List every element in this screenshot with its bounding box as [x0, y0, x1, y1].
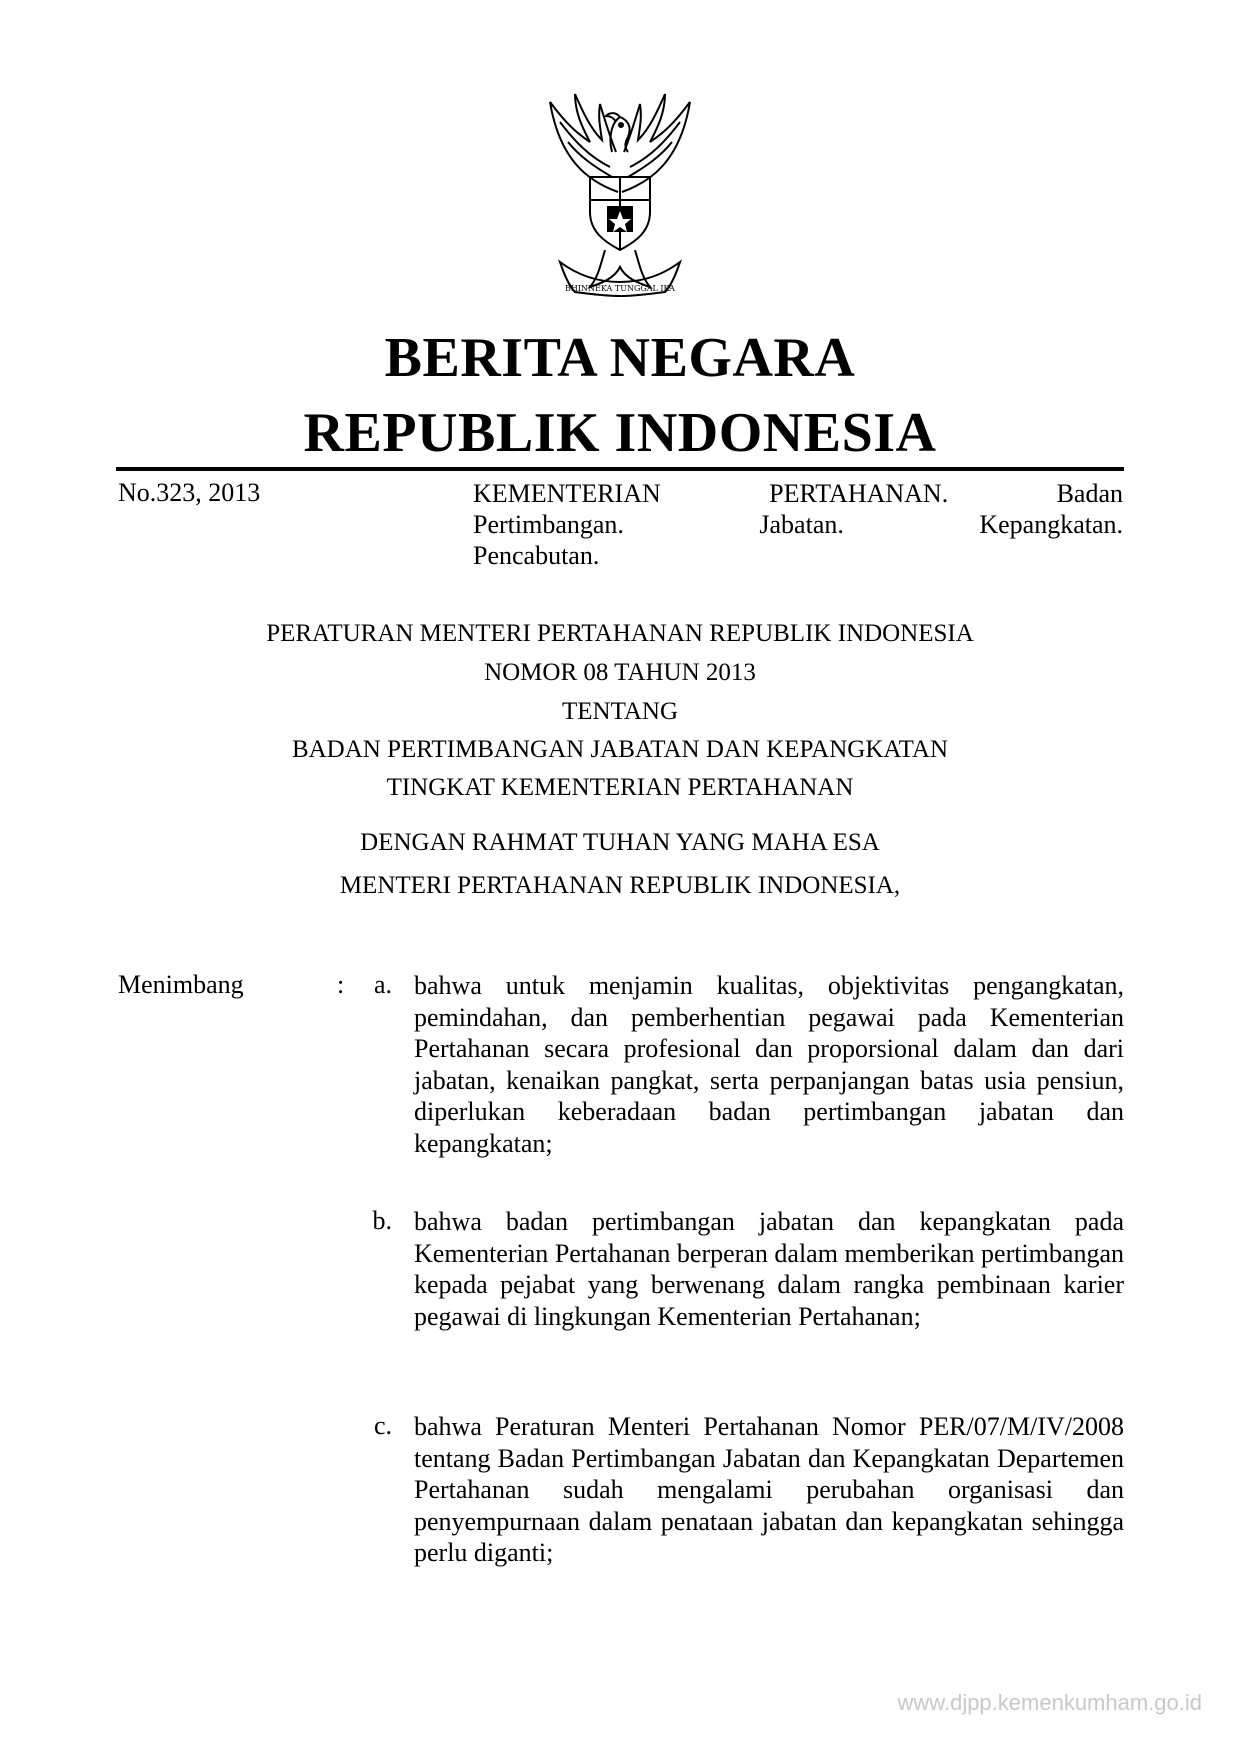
- masthead-subtitle: REPUBLIK INDONESIA: [303, 402, 937, 464]
- item-letter-c: c.: [373, 1411, 392, 1440]
- preamble-line: DENGAN RAHMAT TUHAN YANG MAHA ESA: [360, 829, 880, 856]
- gazette-subject: [473, 478, 1123, 571]
- regulation-subject: BADAN PERTIMBANGAN JABATAN DAN KEPANGKATAN: [291, 736, 949, 763]
- subject-line: KEMENTERIAN PERTAHANAN. Badan: [473, 479, 1123, 508]
- garuda-emblem-icon: [520, 82, 720, 302]
- watermark: www.djpp.kemenkumham.go.id: [897, 1690, 1202, 1715]
- gazette-number: No.323, 2013: [118, 478, 261, 507]
- item-letter-b: b.: [372, 1206, 392, 1235]
- masthead-title: BERITA NEGARA: [384, 327, 856, 389]
- regulation-subject-2: TINGKAT KEMENTERIAN PERTAHANAN: [386, 774, 854, 801]
- emblem-motto: BHINNEKA TUNGGAL IKA: [565, 284, 675, 293]
- preamble-minister: MENTERI PERTAHANAN REPUBLIK INDONESIA,: [339, 872, 901, 899]
- considering-colon: :: [337, 970, 345, 999]
- header-rule: [116, 467, 1124, 471]
- subject-line: Pertimbangan. Jabatan. Kepangkatan.: [473, 510, 1123, 539]
- consideration-item-c: bahwa Peraturan Menteri Pertahanan Nomor PER/07/M/IV/2008 tentang Badan Pertimbangan Jabatan dan Kepangkatan Departemen Pertahanan sudah mengalami perubahan organisasi dan penyempurnaan dalam penataan jabatan dan kepangkatan sehingga perlu diganti;: [414, 1412, 1124, 1567]
- consideration-item-a: bahwa untuk menjamin kualitas, objektivitas pengangkatan, pemindahan, dan pemberhentian pegawai pada Kementerian Pertahanan secara profesional dan proporsional dalam dan dari jabatan, kenaikan pangkat, serta perpanjangan batas usia pensiun, diperlukan keberadaan badan pertimbangan jabatan dan kepangkatan;: [414, 971, 1124, 1158]
- considering-label: Menimbang: [118, 970, 244, 999]
- regulation-number: NOMOR 08 TAHUN 2013: [484, 659, 756, 686]
- item-letter-a: a.: [373, 970, 392, 999]
- consideration-item-b: bahwa badan pertimbangan jabatan dan kepangkatan pada Kementerian Pertahanan berperan dalam memberikan pertimbangan kepada pejabat yang berwenang dalam rangka pembinaan karier pegawai di lingkungan Kementerian Pertahanan;: [414, 1207, 1124, 1331]
- regulation-about: TENTANG: [561, 698, 679, 725]
- subject-line: Pencabutan.: [473, 541, 600, 570]
- regulation-title: PERATURAN MENTERI PERTAHANAN REPUBLIK INDONESIA: [266, 620, 974, 647]
